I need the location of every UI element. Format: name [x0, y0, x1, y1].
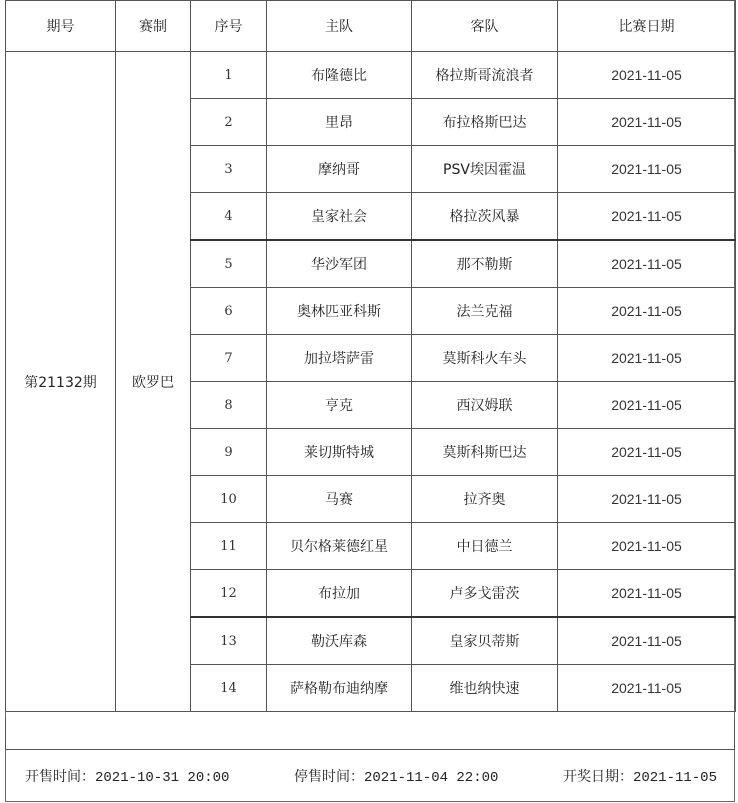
away-team: 那不勒斯 — [412, 240, 558, 288]
match-no: 5 — [191, 240, 267, 288]
home-team: 莱切斯特城 — [267, 429, 412, 476]
sale-start-label: 开售时间： — [25, 769, 95, 785]
match-date: 2021-11-05 — [558, 665, 736, 712]
blank-row — [5, 718, 735, 750]
match-no: 6 — [191, 288, 267, 335]
match-no: 8 — [191, 382, 267, 429]
home-team: 马赛 — [267, 476, 412, 523]
away-team: 布拉格斯巴达 — [412, 99, 558, 146]
home-team: 加拉塔萨雷 — [267, 335, 412, 382]
away-team: 莫斯科火车头 — [412, 335, 558, 382]
match-date: 2021-11-05 — [558, 617, 736, 665]
header-index: 序号 — [191, 1, 267, 52]
match-no: 11 — [191, 523, 267, 570]
header-row — [6, 1, 736, 52]
draw-date-label: 开奖日期： — [562, 769, 633, 785]
match-no: 14 — [191, 665, 267, 712]
away-team: 中日德兰 — [412, 523, 558, 570]
match-date: 2021-11-05 — [558, 288, 736, 335]
away-team: 莫斯科斯巴达 — [412, 429, 558, 476]
home-team: 勒沃库森 — [267, 617, 412, 665]
match-date: 2021-11-05 — [558, 193, 736, 241]
away-team: 拉齐奥 — [412, 476, 558, 523]
away-team: 维也纳快速 — [412, 665, 558, 712]
home-team: 贝尔格莱德红星 — [267, 523, 412, 570]
match-no: 2 — [191, 99, 267, 146]
match-no: 1 — [191, 52, 267, 99]
match-no: 10 — [191, 476, 267, 523]
draw-date-value: 2021-11-05 — [632, 770, 717, 786]
match-date: 2021-11-05 — [558, 570, 736, 618]
match-date: 2021-11-05 — [558, 382, 736, 429]
match-date: 2021-11-05 — [558, 476, 736, 523]
match-no: 12 — [191, 570, 267, 618]
sale-info-footer — [5, 750, 735, 802]
home-team: 里昂 — [267, 99, 412, 146]
match-date: 2021-11-05 — [558, 335, 736, 382]
away-team: 皇家贝蒂斯 — [412, 617, 558, 665]
header-away: 客队 — [412, 1, 558, 52]
sale-start-value: 2021-10-31 20:00 — [95, 770, 230, 786]
away-team: 卢多戈雷茨 — [412, 570, 558, 618]
home-team: 奥林匹亚科斯 — [267, 288, 412, 335]
home-team: 萨格勒布迪纳摩 — [267, 665, 412, 712]
period-cell: 第21132期 — [6, 52, 116, 712]
match-no: 3 — [191, 146, 267, 193]
home-team: 布隆德比 — [267, 52, 412, 99]
match-date: 2021-11-05 — [558, 240, 736, 288]
header-home: 主队 — [267, 1, 412, 52]
away-team: 法兰克福 — [412, 288, 558, 335]
match-date: 2021-11-05 — [558, 429, 736, 476]
match-no: 4 — [191, 193, 267, 241]
header-period: 期号 — [6, 1, 116, 52]
home-team: 摩纳哥 — [267, 146, 412, 193]
header-date: 比赛日期 — [558, 1, 736, 52]
away-team: 格拉茨风暴 — [412, 193, 558, 241]
competition-cell: 欧罗巴 — [116, 52, 191, 712]
match-schedule-table — [5, 0, 736, 712]
home-team: 皇家社会 — [267, 193, 412, 241]
match-no: 7 — [191, 335, 267, 382]
match-no: 13 — [191, 617, 267, 665]
sale-start — [25, 766, 229, 786]
home-team: 亨克 — [267, 382, 412, 429]
match-date: 2021-11-05 — [558, 146, 736, 193]
match-no: 9 — [191, 429, 267, 476]
sale-stop-value: 2021-11-04 22:00 — [363, 770, 499, 786]
home-team: 布拉加 — [267, 570, 412, 618]
table-row — [6, 52, 736, 99]
away-team: PSV埃因霍温 — [412, 146, 558, 193]
away-team: 格拉斯哥流浪者 — [412, 52, 558, 99]
draw-date — [563, 766, 717, 786]
match-date: 2021-11-05 — [558, 523, 736, 570]
match-date: 2021-11-05 — [558, 99, 736, 146]
sale-stop-label: 停售时间： — [293, 769, 364, 785]
sale-stop — [294, 766, 498, 786]
match-date: 2021-11-05 — [558, 52, 736, 99]
home-team: 华沙军团 — [267, 240, 412, 288]
away-team: 西汉姆联 — [412, 382, 558, 429]
header-type: 赛制 — [116, 1, 191, 52]
